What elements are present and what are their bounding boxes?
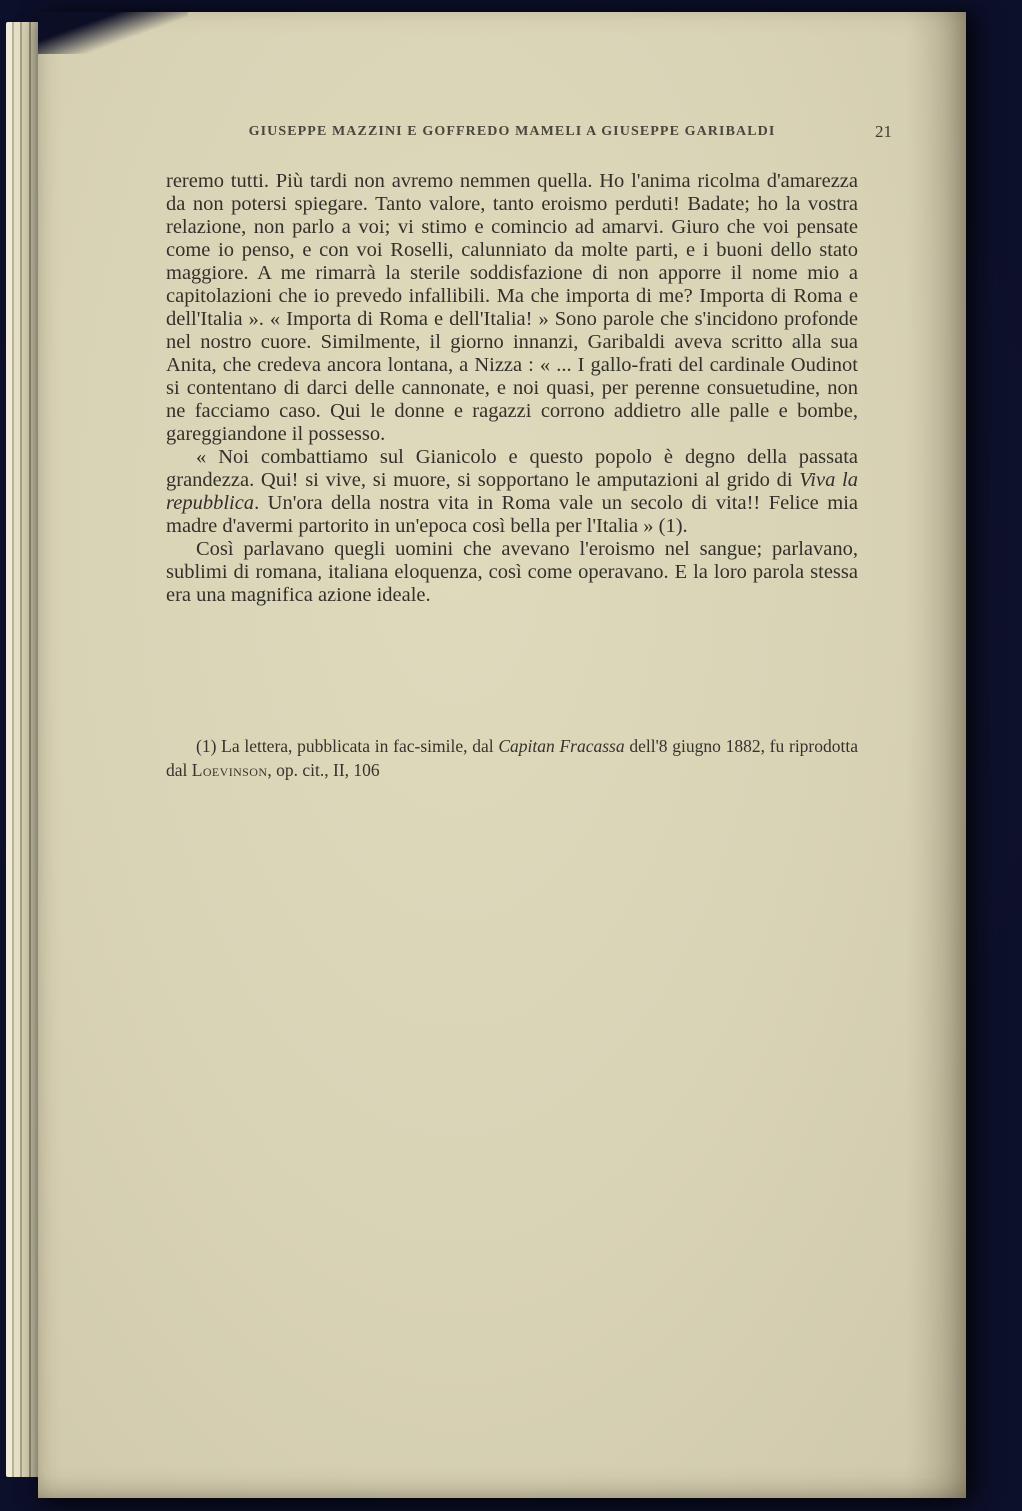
- page-number: 21: [875, 122, 892, 141]
- text-segment: (1) La lettera, pubblicata in fac-simile, dal: [196, 736, 499, 756]
- text-segment: . Un'ora della nostra vita in Roma vale un secolo di vita!! Felice mia madre d'avermi partorito in un'epoca così bella per l'Italia » (1).: [166, 492, 858, 537]
- running-title: GIUSEPPE MAZZINI E GOFFREDO MAMELI A GIUSEPPE GARIBALDI: [248, 124, 776, 139]
- page-edges: [6, 22, 40, 1477]
- text-segment: dell'8 giugno 1882, fu riprodotta dal: [166, 736, 858, 780]
- footnote-text: [166, 734, 858, 782]
- paragraph: [166, 446, 858, 538]
- paragraph: [166, 170, 858, 446]
- text-segment: « Noi combattiamo sul Gianicolo e questo popolo è degno della passata grandezza. Qui! si vive, si muore, si sopportano le amputazioni al grido di: [166, 446, 858, 491]
- text-segment: Loevinson: [191, 760, 268, 780]
- text-segment: , op. cit., II, 106: [267, 760, 380, 780]
- body-text: [166, 170, 858, 607]
- book-page: [38, 12, 966, 1498]
- text-segment: Capitan Fracassa: [498, 736, 625, 756]
- text-segment: Così parlavano quegli uomini che avevano l'eroismo nel sangue; parlavano, sublimi di romana, italiana eloquenza, così come operavano. E la loro parola stessa era una magnifica azione ideale.: [166, 538, 858, 606]
- page-header: [166, 122, 892, 148]
- text-segment: reremo tutti. Più tardi non avremo nemmen quella. Ho l'anima ricolma d'amarezza da non potersi spiegare. Tanto valore, tanto eroismo perduti! Badate; ho la vostra relazione, non parlo a voi; vi stimo e comincio ad amarvi. Giuro che voi pensate come io penso, e con voi Roselli, calunniato da molte parti, e i buoni dello stato maggiore. A me rimarrà la sterile soddisfazione di non apporre il nome mio a capitolazioni che io prevedo infallibili. Ma che importa di me? Importa di Roma e dell'Italia ». « Importa di Roma e dell'Italia! » Sono parole che s'incidono profonde nel nostro cuore. Similmente, il giorno innanzi, Garibaldi aveva scritto alla sua Anita, che credeva ancora lontana, a Nizza : « ... I gallo-frati del cardinale Oudinot si contentano di darci delle cannonate, e noi quasi, per perenne consuetudine, non ne facciamo caso. Qui le donne e ragazzi corrono addietro alle palle e bombe, gareggiandone il possesso.: [166, 170, 858, 445]
- paragraph: [166, 538, 858, 607]
- text-segment: Viva la repubblica: [166, 469, 858, 514]
